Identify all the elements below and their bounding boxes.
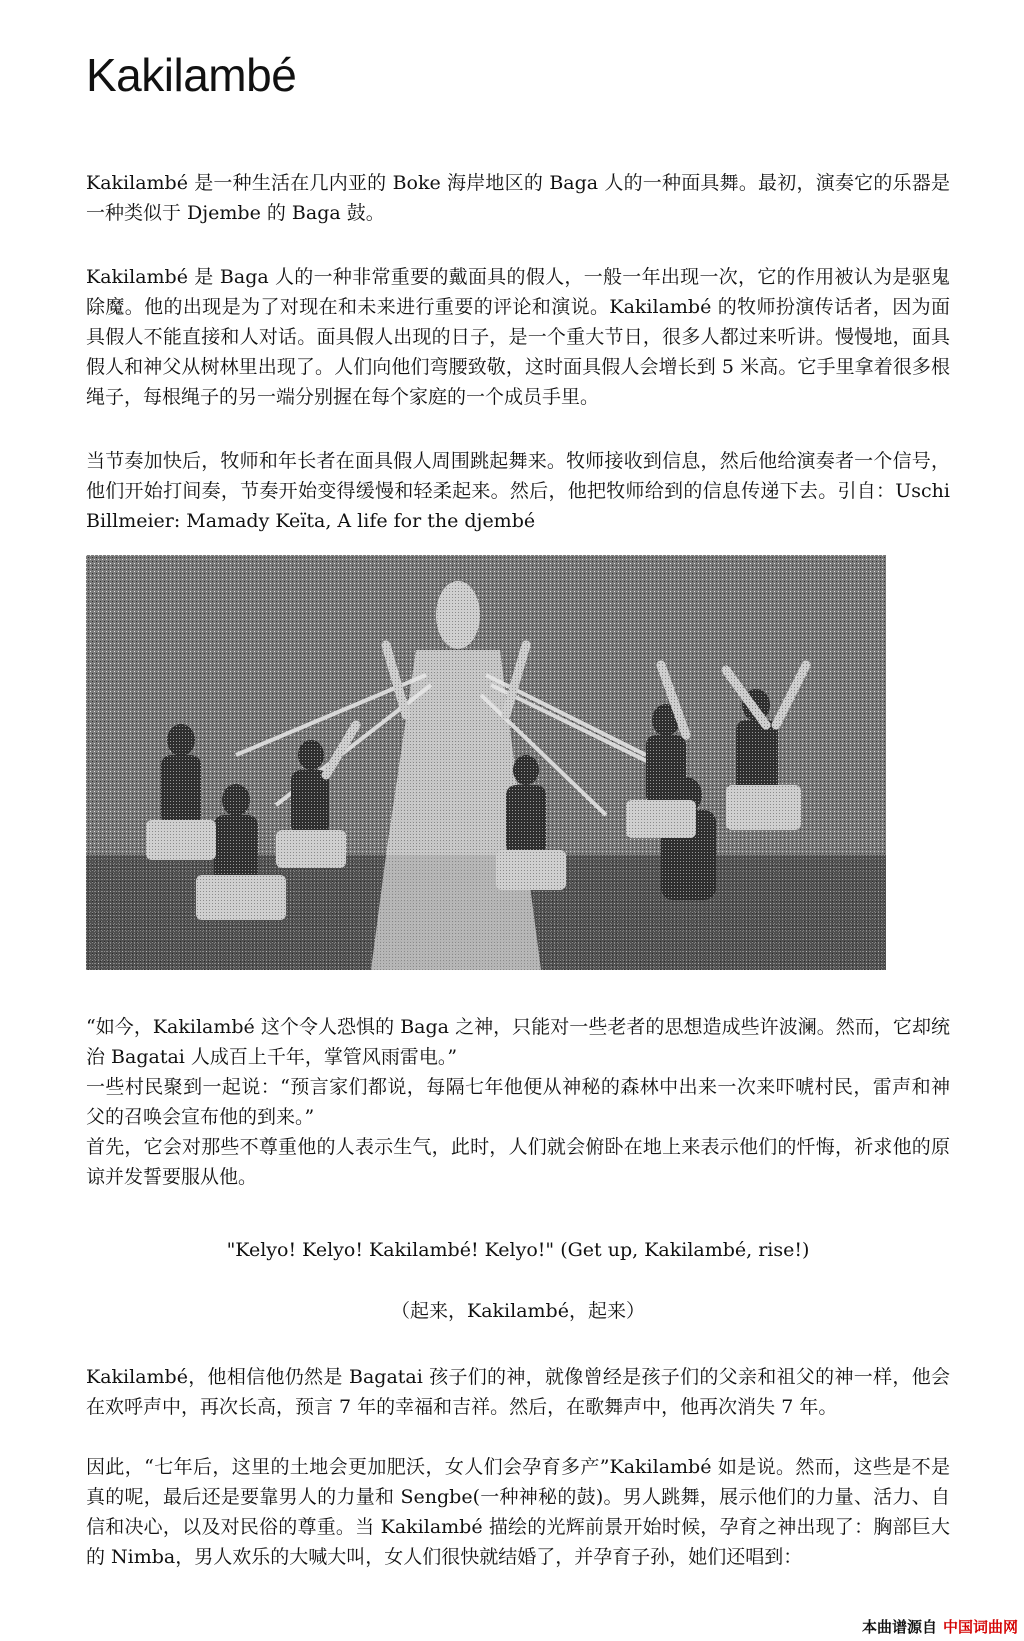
penitence-paragraph: 首先，它会对那些不尊重他的人表示生气，此时，人们就会俯卧在地上来表示他们的忏悔，祈求他的原谅并发誓要服从他。 <box>86 1136 950 1188</box>
page-title: Kakilambé <box>86 49 297 101</box>
chant-english: "Kelyo! Kelyo! Kakilambé! Kelyo!" (Get up, Kakilambé, rise!) <box>226 1239 810 1261</box>
description-paragraph: Kakilambé 是 Baga 人的一种非常重要的戴面具的假人，一般一年出现一次，它的作用被认为是驱鬼除魔。他的出现是为了对现在和未来进行重要的评论和演说。Kakilambé 的牧师扮演传话者，因为面具假人不能直接和人对话。面具假人出现的日子，是一个重大节日，很多人都过来听讲。慢慢地，面具假人和神父从树林里出现了。人们向他们弯腰致敬，这时面具假人会增长到 5 米高。它手里拿着很多根绳子，每根绳子的另一端分别握在每个家庭的一个成员手里。 <box>86 266 950 408</box>
source-footer <box>862 1616 1018 1637</box>
ceremony-photo-illustration <box>86 555 886 970</box>
villagers-paragraph: 一些村民聚到一起说：“预言家们都说，每隔七年他便从神秘的森林中出来一次来吓唬村民，雷声和神父的召唤会宣布他的到来。” <box>86 1076 950 1128</box>
fertility-paragraph: 因此，“七年后，这里的土地会更加肥沃，女人们会孕育多产”Kakilambé 如是说。然而，这些是不是真的呢，最后还是要靠男人的力量和 Sengbe(一种神秘的鼓)。男人跳舞，展示他们的力量、活力、自信和决心，以及对民俗的尊重。当 Kakilambé 描绘的光辉前景开始时候，孕育之神出现了：胸部巨大的 Nimba，男人欢乐的大喊大叫，女人们很快就结婚了，并孕育子孙，她们还唱到： <box>86 1456 950 1568</box>
chant-chinese: （起来，Kakilambé，起来） <box>391 1300 645 1322</box>
rhythm-paragraph: 当节奏加快后，牧师和年长者在面具假人周围跳起舞来。牧师接收到信息，然后他给演奏者一个信号，他们开始打间奏，节奏开始变得缓慢和轻柔起来。然后，他把牧师给到的信息传递下去。引自：Uschi Billmeier: Mamady Keïta, A life for the djembé <box>86 450 950 532</box>
intro-paragraph: Kakilambé 是一种生活在几内亚的 Boke 海岸地区的 Baga 人的一种面具舞。最初，演奏它的乐器是一种类似于 Djembe 的 Baga 鼓。 <box>86 172 950 224</box>
footer-source-label: 本曲谱源自 <box>861 1618 937 1636</box>
quote-paragraph: “如今，Kakilambé 这个令人恐惧的 Baga 之神，只能对一些老者的思想造成些许波澜。然而，它却统治 Bagatai 人成百上千年，掌管风雨雷电。” <box>86 1016 950 1068</box>
prophecy-paragraph: Kakilambé，他相信他仍然是 Bagatai 孩子们的神，就像曾经是孩子们的父亲和祖父的神一样，他会在欢呼声中，再次长高，预言 7 年的幸福和吉祥。然后，在歌舞声中，他再次消失 7 年。 <box>86 1366 950 1418</box>
ceremony-photo <box>86 555 886 970</box>
footer-site-link[interactable]: 中国词曲网 <box>942 1618 1018 1636</box>
